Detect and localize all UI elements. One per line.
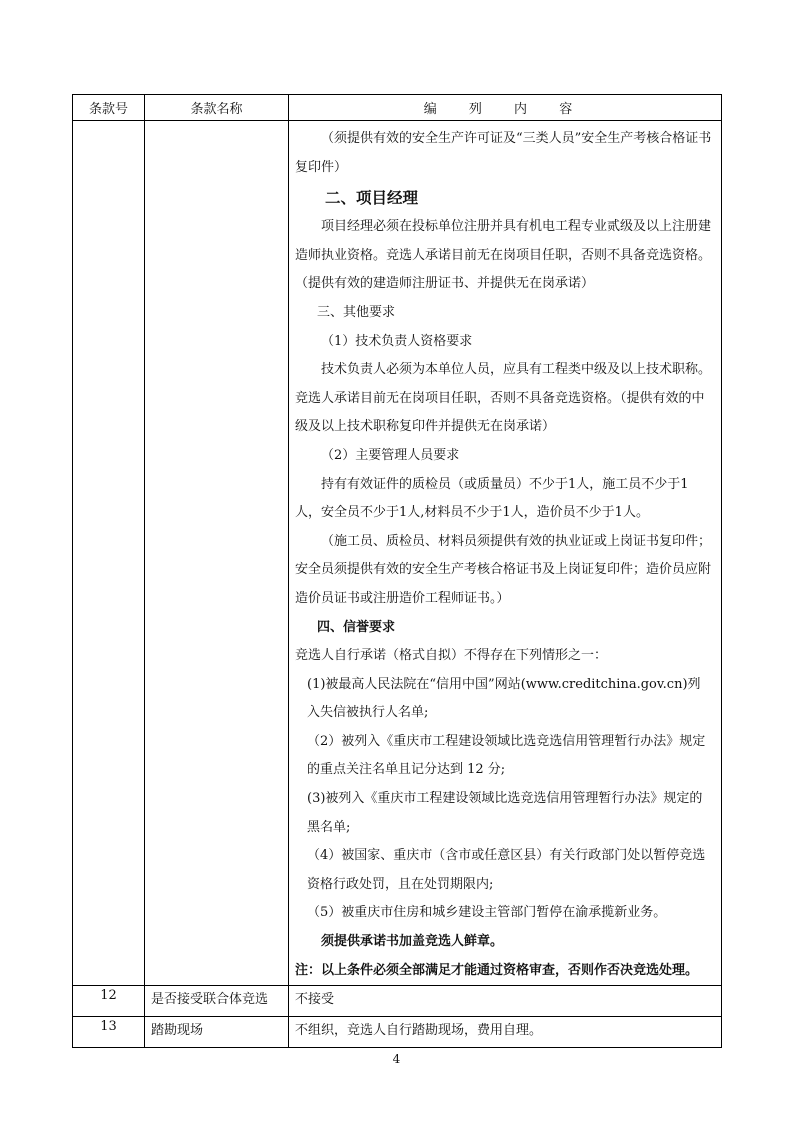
clause-number: 13	[73, 1017, 145, 1048]
subsection-heading: （1）技术负责人资格要求	[321, 333, 473, 349]
paragraph: 竞选人自行承诺（格式自拟）不得存在下列情形之一：	[295, 648, 608, 664]
document-table	[72, 94, 722, 1048]
table-header-row	[73, 95, 722, 121]
list-item: (3)被列入《重庆市工程建设领域比选竞选信用管理暂行办法》规定的黑名单;	[307, 791, 703, 835]
list-item: （2）被列入《重庆市工程建设领域比选竞选信用管理暂行办法》规定的重点关注名单且记分达到 12 分;	[307, 733, 706, 778]
clause-name: 踏勘现场	[145, 1017, 289, 1048]
list-item: （4）被国家、重庆市（含市或任意区县）有关行政部门处以暂停竞选资格行政处罚，且在处罚期限内;	[307, 848, 706, 892]
header-clause-name: 条款名称	[145, 95, 289, 121]
table-row	[73, 121, 722, 986]
header-content: 编 列 内 容	[289, 95, 722, 121]
paragraph: （施工员、质检员、材料员须提供有效的执业证或上岗证书复印件；安全员须提供有效的安全生产考核合格证书及上岗证复印件；造价员应附造价员证书或注册造价工程师证书。）	[295, 533, 712, 606]
subsection-heading: （2）主要管理人员要求	[321, 447, 460, 463]
section-heading: 三、其他要求	[317, 304, 396, 320]
empty-cell	[73, 121, 145, 986]
clause-name: 是否接受联合体竞选	[145, 986, 289, 1017]
paragraph: 技术负责人必须为本单位人员，应具有工程类中级及以上技术职称。竞选人承诺目前无在岗项目任职，否则不具备竞选资格。（提供有效的中级及以上技术职称复印件并提供无在岗承诺）	[295, 362, 712, 435]
table-row	[73, 986, 722, 1017]
table-row	[73, 1017, 722, 1048]
section-heading: 二、项目经理	[325, 188, 419, 208]
content-cell	[289, 121, 722, 986]
paragraph: 须提供承诺书加盖竞选人鲜章。	[321, 934, 504, 950]
page-number: 4	[392, 1052, 401, 1066]
list-item: （5）被重庆市住房和城乡建设主管部门暂停在渝承揽新业务。	[307, 905, 667, 921]
clause-value: 不组织，竞选人自行踏勘现场，费用自理。	[289, 1017, 722, 1048]
section-heading: 四、信誉要求	[317, 619, 396, 635]
empty-cell	[145, 121, 289, 986]
paragraph: （须提供有效的安全生产许可证及“三类人员”安全生产考核合格证书复印件）	[295, 131, 712, 175]
paragraph: 持有有效证件的质检员（或质量员）不少于1人，施工员不少于1人，安全员不少于1人,材料员不少于1人，造价员不少于1人。	[295, 476, 689, 521]
header-clause-number: 条款号	[73, 95, 145, 121]
note: 注：以上条件必须全部满足才能通过资格审查，否则作否决竞选处理。	[295, 962, 699, 978]
clause-number: 12	[73, 986, 145, 1017]
paragraph: 项目经理必须在投标单位注册并具有机电工程专业贰级及以上注册建造师执业资格。竞选人承诺目前无在岗项目任职，否则不具备竞选资格。（提供有效的建造师注册证书、并提供无在岗承诺）	[295, 219, 712, 292]
list-item: (1)被最高人民法院在“信用中国”网站(www.creditchina.gov.cn)列入失信被执行人名单;	[307, 676, 701, 721]
clause-value: 不接受	[289, 986, 722, 1017]
